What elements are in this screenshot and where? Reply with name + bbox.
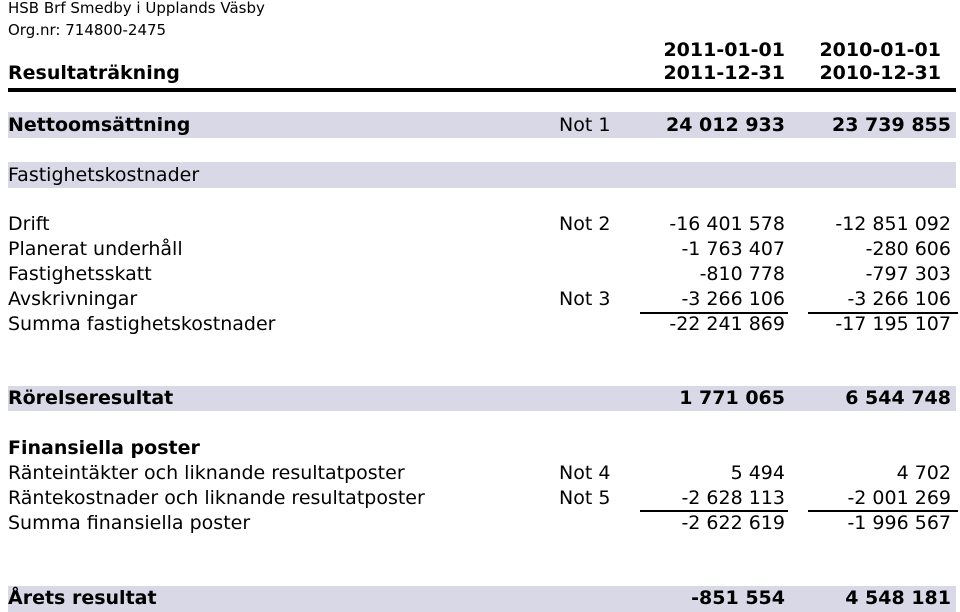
value-2011: 5 494: [730, 462, 785, 484]
section-heading-label: Fastighetskostnader: [8, 164, 200, 186]
row-note: Not 5: [559, 487, 611, 509]
row-note: Not 4: [559, 462, 611, 484]
period-2010-end: 2010-12-31: [819, 62, 941, 84]
value-2010: 4 548 181: [845, 587, 951, 609]
row-label: Ränteintäkter och liknande resultatposter: [8, 462, 405, 484]
row-label: Avskrivningar: [8, 288, 138, 310]
header-rule: [8, 88, 956, 92]
value-2010: -1 996 567: [847, 512, 951, 534]
row-nettoomsattning: [0, 114, 960, 138]
value-2010: -797 303: [865, 263, 951, 285]
section-heading-finansiella-poster: [0, 437, 960, 461]
value-2011: -3 266 106: [681, 288, 785, 310]
row-note: Not 3: [559, 288, 611, 310]
value-2011: -16 401 578: [669, 213, 785, 235]
value-2010: -17 195 107: [835, 313, 951, 335]
value-2010: 4 702: [896, 462, 951, 484]
value-2011: -22 241 869: [669, 313, 785, 335]
row-arets-resultat: [0, 587, 960, 611]
value-2010: 23 739 855: [832, 114, 951, 136]
value-2011: -2 628 113: [681, 487, 785, 509]
value-2011: -2 622 619: [681, 512, 785, 534]
row-label: Räntekostnader och liknande resultatposter: [8, 487, 425, 509]
row-summa-fastighetskostnader: [0, 313, 960, 337]
row-label: Rörelseresultat: [8, 387, 174, 409]
row-summa-finansiella-poster: [0, 512, 960, 536]
row-fastighetsskatt: [0, 263, 960, 287]
section-heading-fastighetskostnader: [0, 164, 960, 188]
period-2011-start: 2011-01-01: [663, 39, 785, 61]
row-label: Nettoomsättning: [8, 114, 191, 136]
row-label: Planerat underhåll: [8, 238, 183, 260]
row-label: Summa fastighetskostnader: [8, 313, 276, 335]
organization-name: HSB Brf Smedby i Upplands Väsby: [8, 0, 265, 17]
row-ranteintakter: [0, 462, 960, 486]
value-2010: -280 606: [865, 238, 951, 260]
row-avskrivningar: [0, 288, 960, 312]
value-2011: -810 778: [699, 263, 785, 285]
value-2010: 6 544 748: [845, 387, 951, 409]
value-2010: -3 266 106: [847, 288, 951, 310]
section-heading-label: Finansiella poster: [8, 437, 200, 459]
row-drift: [0, 213, 960, 237]
row-label: Drift: [8, 213, 50, 235]
row-label: Summa finansiella poster: [8, 512, 251, 534]
value-2011: -851 554: [691, 587, 785, 609]
row-note: Not 1: [559, 114, 611, 136]
row-planerat-underhall: [0, 238, 960, 262]
period-2010-start: 2010-01-01: [819, 39, 941, 61]
row-rantekostnader: [0, 487, 960, 511]
row-note: Not 2: [559, 213, 611, 235]
value-2010: -12 851 092: [835, 213, 951, 235]
value-2011: 1 771 065: [679, 387, 785, 409]
row-rorelseresultat: [0, 387, 960, 411]
row-label: Årets resultat: [8, 587, 157, 609]
row-label: Fastighetsskatt: [8, 263, 152, 285]
period-2011-end: 2011-12-31: [663, 62, 785, 84]
page-title: Resultaträkning: [8, 62, 180, 84]
value-2010: -2 001 269: [847, 487, 951, 509]
value-2011: 24 012 933: [666, 114, 785, 136]
value-2011: -1 763 407: [681, 238, 785, 260]
organization-number: Org.nr: 714800-2475: [8, 21, 167, 39]
